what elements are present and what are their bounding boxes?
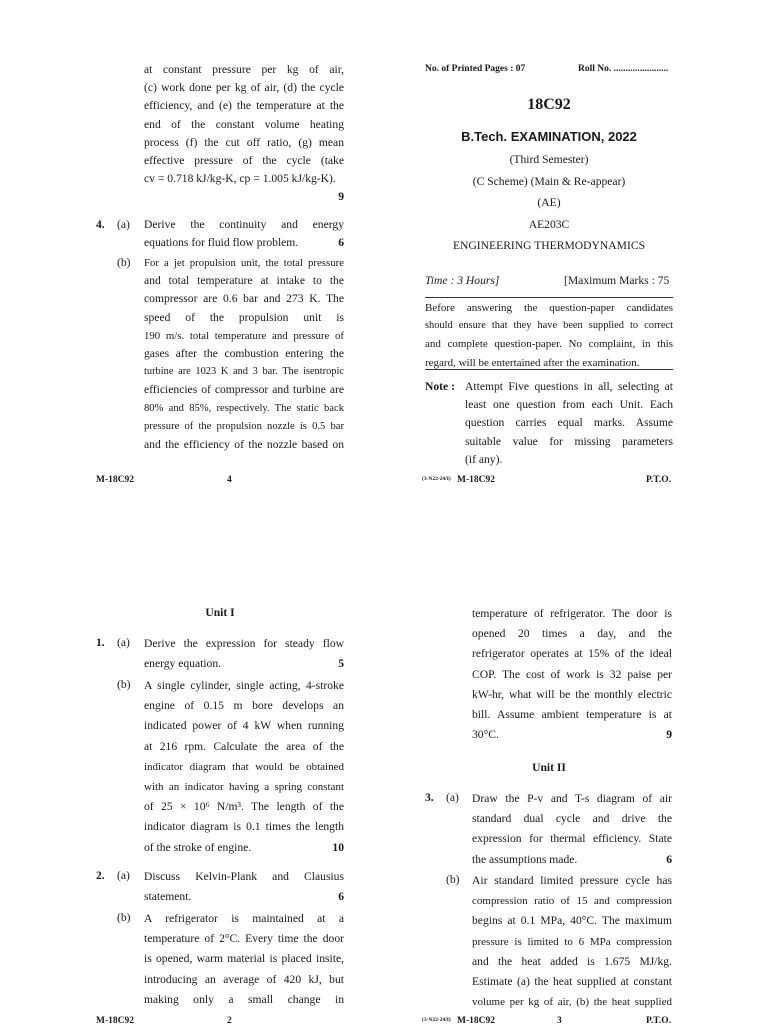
text-line: and the efficiency of the nozzle based on <box>144 438 344 452</box>
text-line: compressor are 0.6 bar and 273 K. The <box>144 292 344 306</box>
marks: 6 <box>338 236 344 250</box>
part-label: (a) <box>117 869 130 882</box>
branch: (AE) <box>537 196 561 209</box>
text-line: indicator diagram that would be obtained <box>144 760 344 773</box>
text-line: statement. 6 <box>144 887 344 907</box>
text-line: temperature of refrigerator. The door is <box>472 607 672 620</box>
text-line: A refrigerator is maintained at a <box>144 912 344 925</box>
question-3b-text <box>472 871 672 1012</box>
text-line: speed of the propulsion unit is <box>144 310 344 324</box>
text-line: and complete question-paper. No complaint, in this <box>425 338 673 351</box>
question-number: 2. <box>96 869 105 882</box>
divider <box>425 297 673 298</box>
subject-code: AE203C <box>528 218 570 231</box>
marks: 6 <box>666 852 672 866</box>
text-line: indicator diagram is 0.1 times the length <box>144 820 344 834</box>
semester: (Third Semester) <box>509 153 589 166</box>
text-line: equations for fluid flow problem. 6 <box>144 234 344 252</box>
text-line: regard, will be entertained after the examination. <box>425 356 640 369</box>
text-line: process (f) the cut off ratio, (g) mean <box>144 135 344 149</box>
text-line: pressure of the propulsion nozzle is 0.5 bar <box>144 420 344 432</box>
text-line: engine of 0.15 m bore develops an <box>144 699 344 713</box>
text-line: introducing an average of 420 kJ, but <box>144 972 344 986</box>
time-allowed: Time : 3 Hours] <box>425 274 500 287</box>
text-line: effective pressure of the cycle (take <box>144 154 344 168</box>
text-line: standard dual cycle and drive the <box>472 812 672 826</box>
part-label: (b) <box>117 678 131 691</box>
question-1a-text <box>144 634 344 674</box>
text-line: at 216 rpm. Calculate the area of the <box>144 739 344 753</box>
maximum-marks: [Maximum Marks : 75 <box>564 274 670 287</box>
text-line: COP. The cost of work is 32 paise per <box>472 667 672 681</box>
marks: 5 <box>338 657 344 671</box>
text-line: Before answering the question-paper candidates <box>425 302 673 314</box>
scheme: (C Scheme) (Main & Re-appear) <box>472 175 626 188</box>
roll-no: Roll No. ....................... <box>578 64 669 74</box>
text-line: 30°C. 9 <box>472 725 672 745</box>
question-2a-text <box>144 867 344 907</box>
footer-code: M-18C92 <box>96 1016 134 1026</box>
text-line: 80% and 85%, respectively. The static back <box>144 402 344 414</box>
question-2b-continuation <box>472 604 672 745</box>
part-label: (a) <box>446 791 459 804</box>
paper-code-title: 18C92 <box>527 96 571 113</box>
part-label: (b) <box>117 911 131 924</box>
page-number: 2 <box>227 1016 232 1026</box>
footer-paper-code: M-18C92 <box>457 1016 495 1026</box>
text-line: Discuss Kelvin-Plank and Clausius <box>144 870 344 883</box>
text-line: with an indicator having a spring constant <box>144 781 344 794</box>
text-line: end of the constant volume heating <box>144 117 344 131</box>
text-line: turbine are 1023 K and 3 bar. The isentropic <box>144 366 344 378</box>
part-label: (a) <box>117 218 130 231</box>
note-text <box>465 378 673 469</box>
page-number: 3 <box>557 1016 562 1026</box>
text-line: and the heat added is 1.675 MJ/kg. <box>472 954 672 968</box>
text-line: the assumptions made. 6 <box>472 850 672 870</box>
text-line: (if any). <box>465 452 503 466</box>
footer-paper-code: M-18C92 <box>457 475 495 485</box>
question-1b-text <box>144 676 344 858</box>
text-line: bill. Assume ambient temperature is at <box>472 708 672 722</box>
text-line: temperature of 2°C. Every time the door <box>144 932 344 946</box>
text-line: (c) work done per kg of air, (d) the cycle <box>144 81 344 95</box>
text-line: refrigerator operates at 15% of the ideal <box>472 647 672 661</box>
text-line: Estimate (a) the heat supplied at constant <box>472 975 672 989</box>
text-line: expression for thermal efficiency. State <box>472 832 672 846</box>
part-label: (a) <box>117 636 130 649</box>
question-3a-text <box>472 789 672 870</box>
unit-heading: Unit II <box>532 761 566 774</box>
text-line: For a jet propulsion unit, the total pressure <box>144 257 344 269</box>
question-number: 1. <box>96 636 105 649</box>
text-line: Derive the expression for steady flow <box>144 637 344 650</box>
exam-title: B.Tech. EXAMINATION, 2022 <box>461 129 637 144</box>
text-line: opened 20 times a day, and the <box>472 627 672 641</box>
text-line: should ensure that they have been supplied to correct <box>425 320 673 332</box>
text-line: Attempt Five questions in all, selecting at <box>465 380 673 393</box>
footer-code: M-18C92 <box>96 475 134 485</box>
text-line: 190 m/s. total temperature and pressure of <box>144 329 344 342</box>
q-continuation-text <box>144 61 344 207</box>
pto: P.T.O. <box>646 1016 672 1026</box>
text-line: least one question from each Unit. Each <box>465 398 673 412</box>
note-label: Note : <box>425 380 455 393</box>
pto: P.T.O. <box>646 475 672 485</box>
question-number: 4. <box>96 218 105 231</box>
marks: 10 <box>332 840 344 854</box>
text-line: gases after the combustion entering the <box>144 347 344 361</box>
divider <box>425 369 673 370</box>
text-line: and total temperature at intake to the <box>144 274 344 288</box>
text-line: Derive the continuity and energy <box>144 218 344 231</box>
text-line: at constant pressure per kg of air, <box>144 63 344 76</box>
subject-name: ENGINEERING THERMODYNAMICS <box>452 239 646 252</box>
footer-code: (3-N22-24/I) <box>422 476 451 482</box>
text-line: cv = 0.718 kJ/kg-K, cp = 1.005 kJ/kg-K). <box>144 172 336 186</box>
text-line: suitable value for missing parameters <box>465 434 673 448</box>
question-number: 3. <box>425 791 434 804</box>
text-line: efficiency, and (e) the temperature at the <box>144 99 344 113</box>
text-line: is opened, warm material is placed insite, <box>144 952 344 966</box>
text-line: efficiencies of compressor and turbine are <box>144 383 344 397</box>
text-line: making only a small change in <box>144 992 344 1006</box>
text-line: energy equation. 5 <box>144 654 344 674</box>
printed-pages: No. of Printed Pages : 07 <box>425 64 526 74</box>
question-4b-text <box>144 254 344 454</box>
instructions <box>425 299 673 372</box>
part-label: (b) <box>117 256 131 269</box>
text-line: compression ratio of 15 and compression <box>472 895 672 908</box>
text-line: of the stroke of engine. 10 <box>144 838 344 858</box>
page-number: 4 <box>227 475 232 485</box>
marks: 6 <box>338 890 344 904</box>
footer-code: (3-N22-24/I) <box>422 1017 451 1023</box>
text-line: begins at 0.1 MPa, 40°C. The maximum <box>472 914 672 928</box>
text-line: kW-hr, what will be the monthly electric <box>472 687 672 701</box>
text-line: A single cylinder, single acting, 4-stroke <box>144 679 344 692</box>
question-4a-text <box>144 216 344 252</box>
text-line: question carries equal marks. Assume <box>465 416 673 430</box>
question-2b-text <box>144 909 344 1010</box>
part-label: (b) <box>446 873 460 886</box>
text-line: volume per kg of air, (b) the heat supplied <box>472 996 672 1009</box>
text-line: of 25 × 10⁶ N/m³. The length of the <box>144 800 344 814</box>
marks: 9 <box>666 728 672 742</box>
text-line: Draw the P-v and T-s diagram of air <box>472 792 672 805</box>
unit-heading: Unit I <box>205 606 235 619</box>
text-line: pressure is limited to 6 MPa compression <box>472 935 672 948</box>
text-line: indicated power of 4 kW when running <box>144 719 344 733</box>
text-line: Air standard limited pressure cycle has <box>472 874 672 887</box>
marks: 9 <box>338 190 344 204</box>
